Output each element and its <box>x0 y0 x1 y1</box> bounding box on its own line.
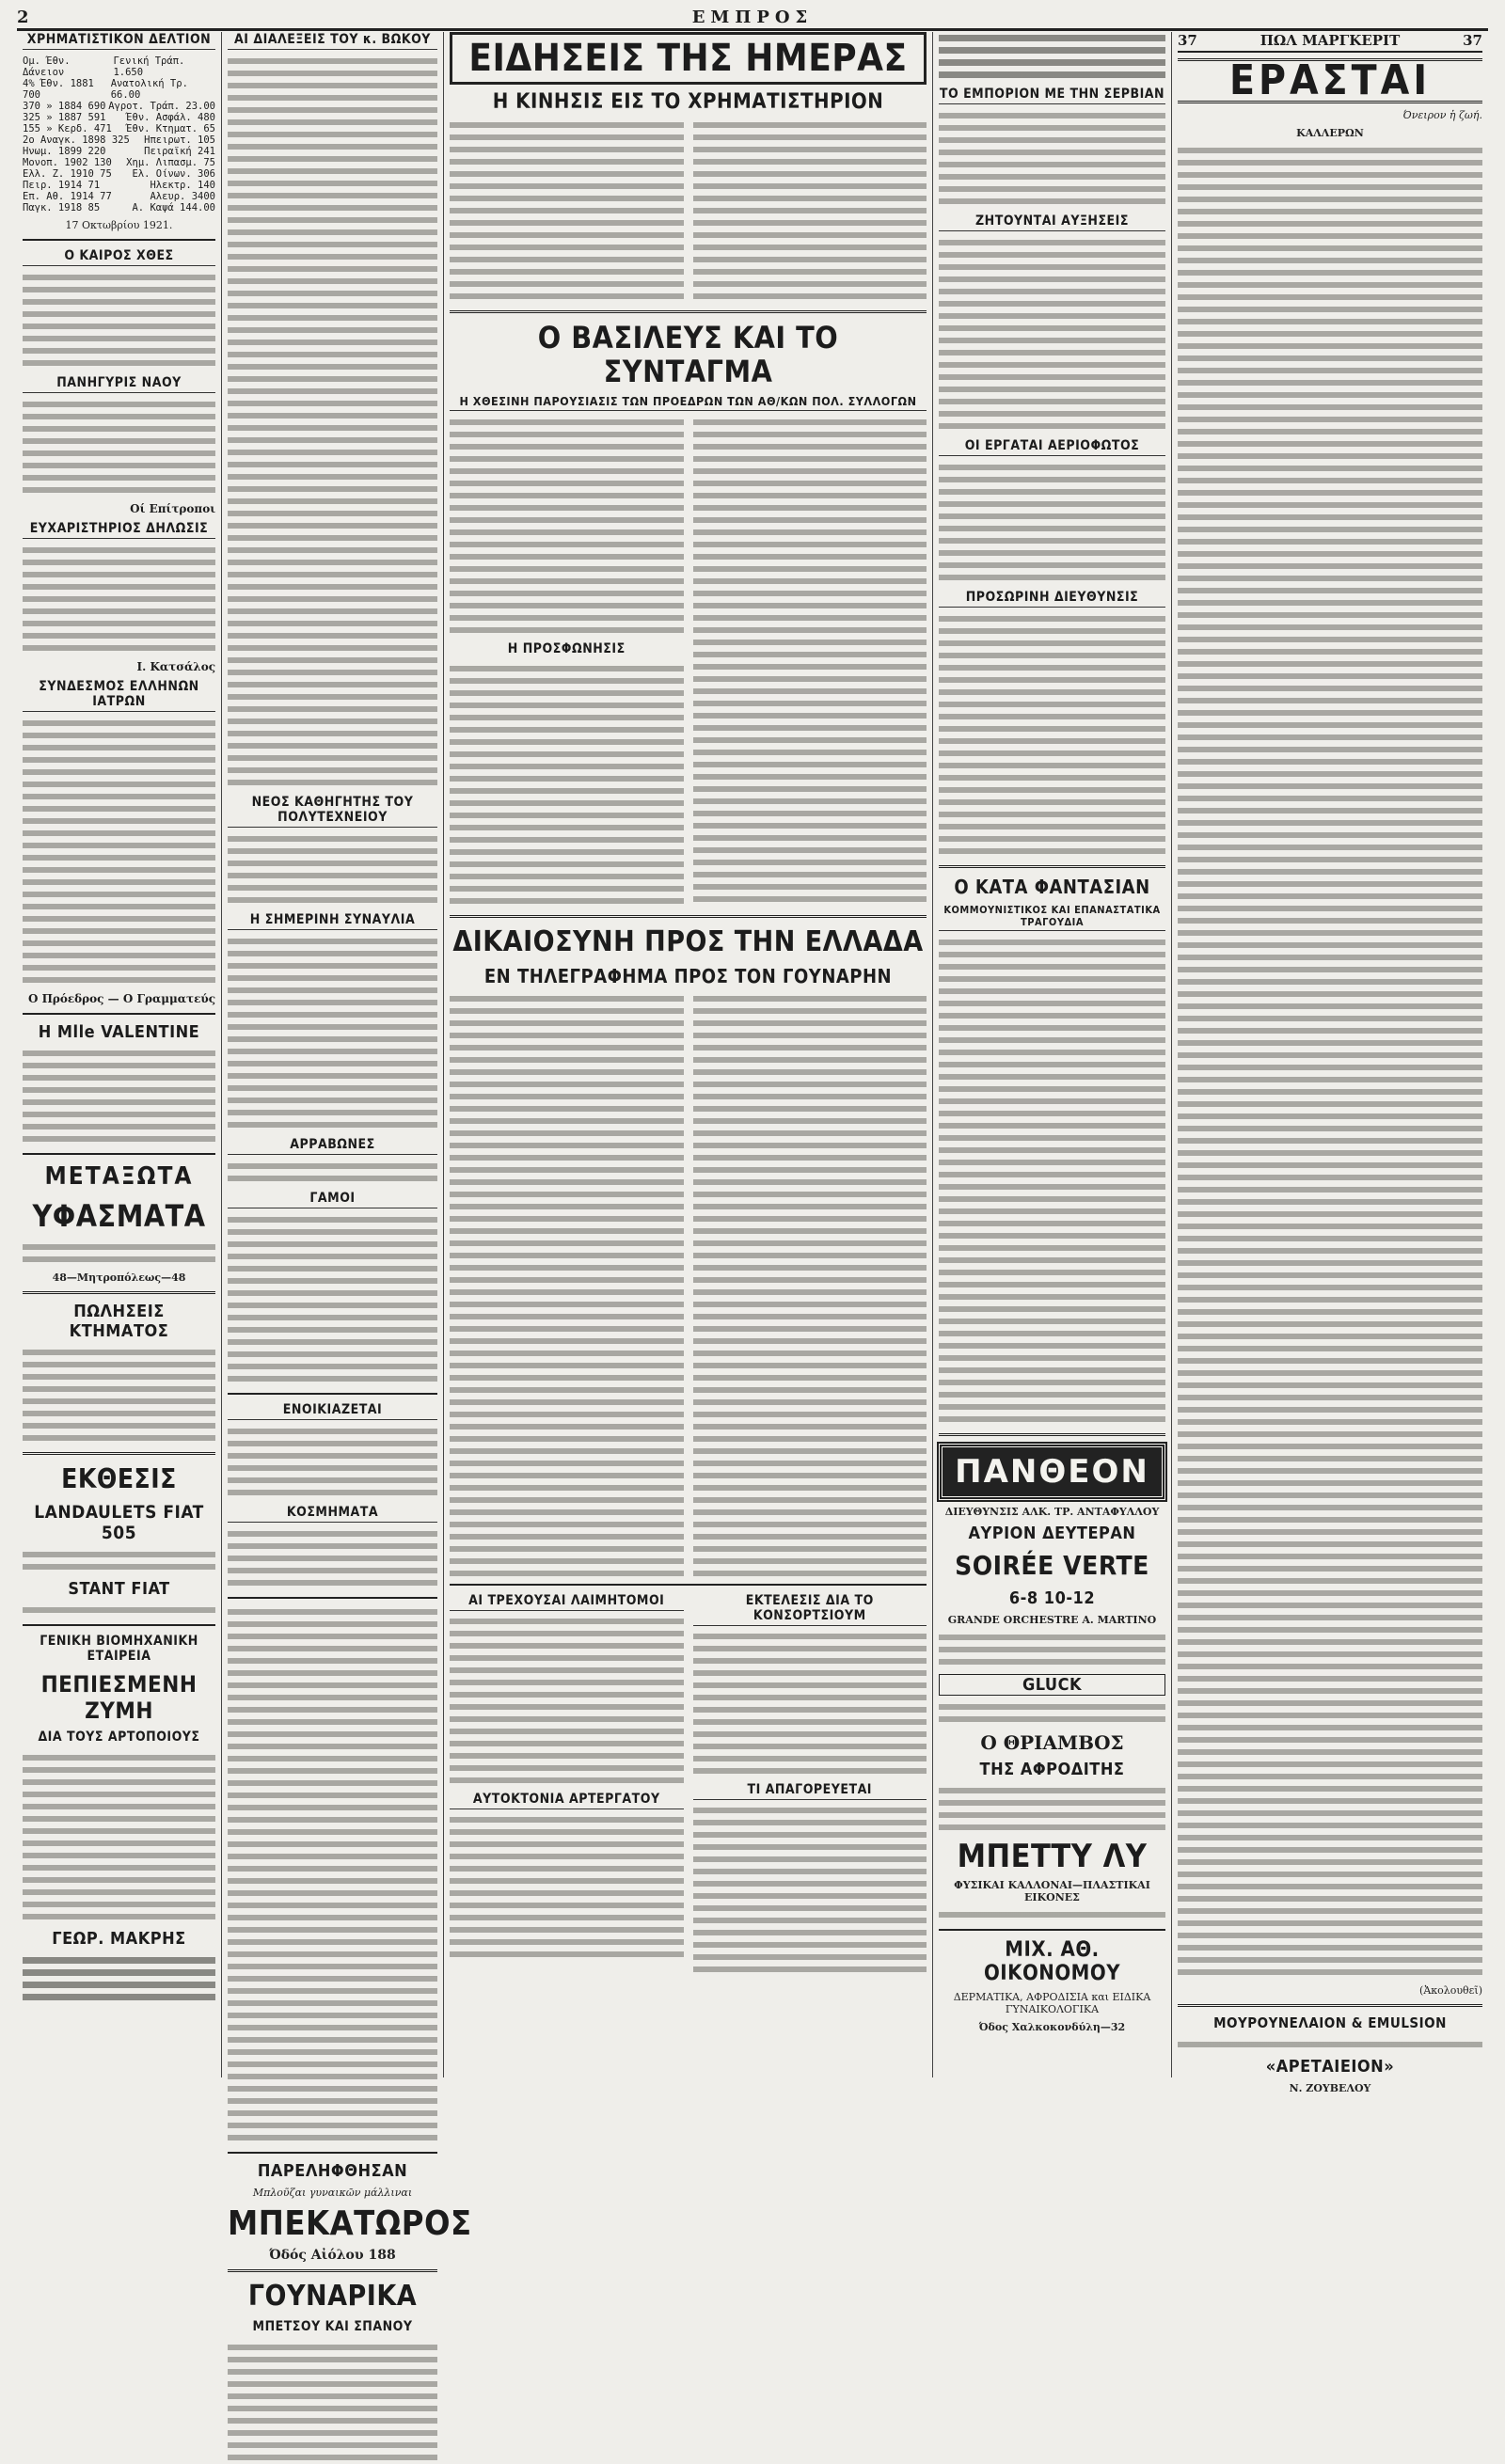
col4-section-text <box>939 237 1165 433</box>
col4-section-text <box>939 110 1165 208</box>
address-heading: Η ΠΡΟΣΦΩΝΗΣΙΣ <box>507 641 626 656</box>
betty-ly: ΜΠΕΤΤΥ ΛΥ <box>957 1838 1148 1875</box>
stock-cell: Ελλ. Ζ. 1910 75 <box>23 168 112 180</box>
classified-heading: ΕΝΟΙΚΙΑΖΕΤΑΙ <box>228 1402 437 1420</box>
stock-cell: Επ. Αθ. 1914 77 <box>23 191 112 202</box>
commemorative-sub: ΚΟΜΜΟΥΝΙΣΤΙΚΟΣ ΚΑΙ ΕΠΑΝΑΣΤΑΤΙΚΑ ΤΡΑΓΟΥΔΙΑ <box>939 904 1165 931</box>
justice-heading: ΔΙΚΑΙΟΣΥΝΗ ΠΡΟΣ ΤΗΝ ΕΛΛΑΔΑ <box>452 925 924 958</box>
stock-cell: 2ο Αναγκ. 1898 325 <box>23 134 130 146</box>
stant-fiat: STANT FIAT <box>68 1579 170 1599</box>
soiree-hours: 6-8 10-12 <box>1008 1588 1096 1608</box>
stock-row <box>23 123 215 134</box>
novel-number: 37 <box>1178 32 1197 49</box>
soiree: SOIRÉE VERTE <box>955 1550 1149 1581</box>
furs-heading: ΓΟΥΝΑΡΙΚΑ <box>247 2280 418 2313</box>
stock-cell: Πειρ. 1914 71 <box>23 180 101 191</box>
column-2 <box>222 32 472 2334</box>
page-number: 2 <box>17 7 29 27</box>
col2-section-text <box>228 833 437 907</box>
col1-section-heading: Ο ΚΑΙΡΟΣ ΧΘΕΣ <box>23 248 215 266</box>
king-text-b <box>450 663 684 908</box>
program-text <box>939 1632 1165 1668</box>
stock-cell: Έθν. Κτηματ. 65 <box>126 123 215 134</box>
col1-section-signature: Οί Επίτροποι <box>130 502 215 515</box>
col4-section-heading: ΟΙ ΕΡΓΑΤΑΙ ΑΕΡΙΟΦΩΤΟΣ <box>939 438 1165 456</box>
exhibit-text <box>23 1549 215 1573</box>
aphrodite-intro <box>939 1701 1165 1726</box>
consortium-text <box>693 1631 927 1777</box>
notice-sub: Μπλοῦζαι γυναικῶν μάλλιναι <box>252 2187 413 2199</box>
column-4 <box>933 32 1172 2077</box>
masthead <box>17 6 1488 31</box>
stock-cell: Μονοπ. 1902 130 <box>23 157 112 168</box>
doctor-sub: ΔΕΡΜΑΤΙΚΑ, ΑΦΡΟΔΙΣΙΑ και ΕΙΔΙΚΑ ΓΥΝΑΙΚΟΛΟΓΙΚΑ <box>953 1991 1151 2015</box>
stock-cell: 4% Έθν. 1881 700 <box>23 78 94 101</box>
betty-sub: ΦΥΣΙΚΑΙ ΚΑΛΛΟΝΑΙ—ΠΛΑΣΤΙΚΑΙ ΕΙΚΟΝΕΣ <box>954 1879 1150 1903</box>
col2-section-heading: ΑΡΡΑΒΩΝΕΣ <box>228 1137 437 1155</box>
stock-row <box>23 168 215 180</box>
doctor-address: Όδος Χαλκοκονδύλη—32 <box>978 2021 1126 2033</box>
stock-row <box>23 202 215 213</box>
valentine-heading: Η Mlle VALENTINE <box>38 1022 200 1042</box>
main-news-heading: ΕΙΔΗΣΕΙΣ ΤΗΣ ΗΜΕΡΑΣ <box>450 32 927 85</box>
stant-address <box>23 1604 215 1617</box>
col2-section-heading: ΝΕΟΣ ΚΑΘΗΓΗΤΗΣ ΤΟΥ ΠΟΛΥΤΕΧΝΕΙΟΥ <box>228 795 437 828</box>
stock-cell: Παγκ. 1918 85 <box>23 202 101 213</box>
stock-row <box>23 78 215 101</box>
col2-section-text <box>228 55 437 789</box>
stock-cell: Ομ. Έθν. Δάνειον <box>23 55 71 78</box>
stocks-table <box>23 55 215 213</box>
orchestra: GRANDE ORCHESTRE A. MARTINO <box>947 1614 1157 1626</box>
columns <box>17 32 1488 2334</box>
king-text-c <box>693 417 927 906</box>
pantheon-tomorrow: ΑΥΡΙΟΝ ΔΕΥΤΕΡΑΝ <box>968 1524 1136 1543</box>
column-5 <box>1172 32 1488 2094</box>
stock-row <box>23 180 215 191</box>
forbidden-text <box>693 1805 927 1976</box>
stocks-heading: ΧΡΗΜΑΤΙΣΤΙΚΟΝ ΔΕΛΤΙΟΝ <box>23 32 215 50</box>
notice-heading: ΠΑΡΕΛΗΦΘΗΣΑΝ <box>257 2161 408 2181</box>
col1-section-heading: ΠΑΝΗΓΥΡΙΣ ΝΑΟΥ <box>23 375 215 393</box>
stock-row <box>23 191 215 202</box>
company-heading: ΓΕΝΙΚΗ ΒΙΟΜΗΧΑΝΙΚΗ ΕΤΑΙΡΕΙΑ <box>40 1634 198 1664</box>
fabrics-text <box>23 1241 215 1266</box>
emulsion-shop: «ΑΡΕΤΑΙΕΙΟΝ» <box>1265 2057 1395 2077</box>
novel-text <box>1178 145 1482 1979</box>
stock-row <box>23 146 215 157</box>
justice-sub: ΕΝ ΤΗΛΕΓΡΑΦΗΜΑ ΠΡΟΣ ΤΟΝ ΓΟΥΝΑΡΗΝ <box>483 965 893 987</box>
col1-section-text <box>23 545 215 655</box>
column-1 <box>17 32 222 2077</box>
col1-section-text <box>23 272 215 370</box>
stock-cell: Ηνωμ. 1899 220 <box>23 146 106 157</box>
exhibit-title: ΕΚΘΕΣΙΣ <box>61 1463 177 1494</box>
stock-cell: Ηλεκτρ. 140 <box>150 180 215 191</box>
stockmarket-text-right <box>693 119 927 303</box>
col2-section-text <box>228 936 437 1131</box>
stock-cell: 370 » 1884 690 <box>23 101 106 112</box>
furs-text <box>228 2342 437 2464</box>
king-sub: Η ΧΘΕΣΙΝΗ ΠΑΡΟΥΣΙΑΣΙΣ ΤΩΝ ΠΡΟΕΔΡΩΝ ΤΩΝ ΑΘ/ΚΩΝ ΠΟΛ. ΣΥΛΛΟΓΩΝ <box>450 394 927 411</box>
classified-text <box>228 1528 437 1589</box>
novel-number-right: 37 <box>1463 32 1482 49</box>
stock-row <box>23 101 215 112</box>
paper-name: ΕΜΠΡΟΣ <box>691 7 814 27</box>
col4-sections <box>939 87 1165 858</box>
emulsion-heading: ΜΟΥΡΟΥΝΕΛΑΙΟΝ & EMULSION <box>1213 2014 1447 2031</box>
betty-text <box>939 1909 1165 1921</box>
estates-heading: ΠΩΛΗΣΕΙΣ ΚΤΗΜΑΤΟΣ <box>69 1302 169 1341</box>
col4-section-heading: ΤΟ ΕΜΠΟΡΙΟΝ ΜΕ ΤΗΝ ΣΕΡΒΙΑΝ <box>939 87 1165 104</box>
stock-cell: Ελ. Οίνων. 306 <box>132 168 215 180</box>
classified-text <box>228 1426 437 1499</box>
col2-sections <box>228 32 437 1385</box>
doctor-name: ΜΙΧ. ΑΘ. ΟΙΚΟΝΟΜΟΥ <box>983 1938 1121 1985</box>
col1-section-heading: ΣΥΝΔΕΣΜΟΣ ΕΛΛΗΝΩΝ ΙΑΤΡΩΝ <box>23 679 215 712</box>
stock-cell: Πειραϊκή 241 <box>144 146 215 157</box>
col1-section-text <box>23 399 215 497</box>
stock-cell: Χημ. Λιπασμ. 75 <box>126 157 215 168</box>
col2-section-text <box>228 1161 437 1185</box>
stock-row <box>23 112 215 123</box>
stocks-date: 17 Οκτωβρίου 1921. <box>65 219 173 231</box>
small-ads <box>228 1606 437 2144</box>
estates-text <box>23 1347 215 1445</box>
novel-header <box>1178 32 1482 53</box>
emulsion-text <box>1178 2039 1482 2051</box>
stock-cell: Ηπειρωτ. 105 <box>144 134 215 146</box>
forbidden-heading: ΤΙ ΑΠΑΓΟΡΕΥΕΤΑΙ <box>693 1782 927 1800</box>
col4-section-text <box>939 462 1165 584</box>
yeast-title: ΠΕΠΙΕΣΜΕΝΗ ΖΥΜΗ <box>40 1671 198 1724</box>
valentine-text <box>23 1048 215 1145</box>
exhibit-sub: LANDAULETS FIAT 505 <box>34 1502 204 1543</box>
makris-text <box>23 1954 215 2003</box>
col4-top-text <box>939 32 1165 81</box>
stock-cell: Α. Καψά 144.00 <box>132 202 215 213</box>
aphrodite-pre: Ο ΘΡΙΑΜΒΟΣ <box>980 1731 1124 1754</box>
col4-section-text <box>939 613 1165 858</box>
gluck: GLUCK <box>939 1674 1165 1696</box>
col1-section-signature: Ο Πρόεδρος — Ο Γραμματεύς <box>27 992 215 1005</box>
col1-sections <box>23 248 215 1005</box>
yeast-text <box>23 1752 215 1923</box>
stock-cell: Αγροτ. Τράπ. 23.00 <box>108 101 215 112</box>
king-text-a <box>450 417 684 637</box>
justice-text-right <box>693 993 927 1576</box>
guillotines-text <box>450 1616 684 1787</box>
col2-section-text <box>228 1214 437 1385</box>
signature-makris: ΓΕΩΡ. ΜΑΚΡΗΣ <box>52 1929 186 1949</box>
col1-section-heading: ΕΥΧΑΡΙΣΤΗΡΙΟΣ ΔΗΛΩΣΙΣ <box>23 521 215 539</box>
king-heading: Ο ΒΑΣΙΛΕΥΣ ΚΑΙ ΤΟ ΣΥΝΤΑΓΜΑ <box>537 320 839 389</box>
stock-cell: 325 » 1887 591 <box>23 112 106 123</box>
stock-cell: Γενική Τράπ. 1.650 <box>113 55 185 78</box>
col2-section-heading: ΓΑΜΟΙ <box>228 1191 437 1208</box>
col2-section-heading: ΑΙ ΔΙΑΛΕΞΕΙΣ ΤΟΥ κ. ΒΩΚΟΥ <box>228 32 437 50</box>
suicide-heading: ΑΥΤΟΚΤΟΝΙΑ ΑΡΤΕΡΓΑΤΟΥ <box>450 1792 684 1809</box>
suicide-text <box>450 1814 684 1961</box>
guillotines-heading: ΑΙ ΤΡΕΧΟΥΣΑΙ ΛΑΙΜΗΤΟΜΟΙ <box>450 1593 684 1611</box>
justice-text-left <box>450 993 684 1576</box>
fabrics-top: ΜΕΤΑΞΩΤΑ <box>44 1162 194 1191</box>
col4-section-heading: ΠΡΟΣΩΡΙΝΗ ΔΙΕΥΘΥΝΣΙΣ <box>939 590 1165 608</box>
furs-sub: ΜΠΕΤΣΟΥ ΚΑΙ ΣΠΑΝΟΥ <box>252 2319 413 2334</box>
aphrodite-main: ΤΗΣ ΑΦΡΟΔΙΤΗΣ <box>979 1760 1125 1779</box>
fabrics-main: ΥΦΑΣΜΑΤΑ <box>32 1198 206 1234</box>
pantheon-banner: ΠΑΝΘΕΟΝ <box>939 1444 1165 1500</box>
novel-subtitle: Όνειρον ἡ ζωή. <box>1402 109 1482 121</box>
pantheon-direction: ΔΙΕΥΘΥΝΣΙΣ ΑΛΚ. ΤΡ. ΑΝΤΑΦΥΛΛΟΥ <box>944 1506 1160 1518</box>
emulsion-owner: Ν. ΖΟΥΒΕΛΟΥ <box>1289 2082 1371 2094</box>
novel-author: ΠΩΛ ΜΑΡΓΚΕΡΙΤ <box>1259 32 1401 49</box>
stockmarket-heading: Η ΚΙΝΗΣΙΣ ΕΙΣ ΤΟ ΧΡΗΜΑΤΙΣΤΗΡΙΟΝ <box>492 90 884 114</box>
commemorative-heading: Ο ΚΑΤΑ ΦΑΝΤΑΣΙΑΝ <box>954 876 1150 898</box>
commemorative-text <box>939 937 1165 1426</box>
col2-classifieds <box>228 1402 437 1589</box>
novel-title: ΕΡΑΣΤΑΙ <box>1178 58 1482 103</box>
col1-section-signature: I. Κατσάλος <box>136 660 215 673</box>
bekatoros-address: Όδός Αἰόλου 188 <box>269 2248 396 2263</box>
novel-section: ΚΑΛΛΕΡΩΝ <box>1296 127 1364 139</box>
novel-continues: (Ἀκολουθεῖ) <box>1419 1984 1482 1997</box>
stock-row <box>23 55 215 78</box>
stock-row <box>23 134 215 146</box>
classified-heading: ΚΟΣΜΗΜΑΤΑ <box>228 1505 437 1523</box>
stock-cell: 155 » Κερδ. 471 <box>23 123 112 134</box>
stock-cell: Ανατολική Τρ. 66.00 <box>110 78 188 101</box>
aphrodite-text <box>939 1785 1165 1834</box>
stock-cell: Αλευρ. 3400 <box>150 191 215 202</box>
stock-row <box>23 157 215 168</box>
column-3 <box>444 32 933 2077</box>
yeast-sub: ΔΙΑ ΤΟΥΣ ΑΡΤΟΠΟΙΟΥΣ <box>38 1730 200 1745</box>
bekatoros: ΜΠΕΚΑΤΩΡΟΣ <box>228 2204 472 2243</box>
stockmarket-text-left <box>450 119 684 303</box>
stock-cell: Έθν. Ασφάλ. 480 <box>126 112 215 123</box>
fabrics-address: 48—Μητροπόλεως—48 <box>52 1271 186 1284</box>
col2-section-heading: Η ΣΗΜΕΡΙΝΗ ΣΥΝΑΥΛΙΑ <box>228 912 437 930</box>
consortium-heading: ΕΚΤΕΛΕΣΙΣ ΔΙΑ ΤΟ ΚΟΝΣΟΡΤΣΙΟΥΜ <box>693 1593 927 1626</box>
col1-section-text <box>23 718 215 987</box>
col4-section-heading: ΖΗΤΟΥΝΤΑΙ ΑΥΞΗΣΕΙΣ <box>939 213 1165 231</box>
